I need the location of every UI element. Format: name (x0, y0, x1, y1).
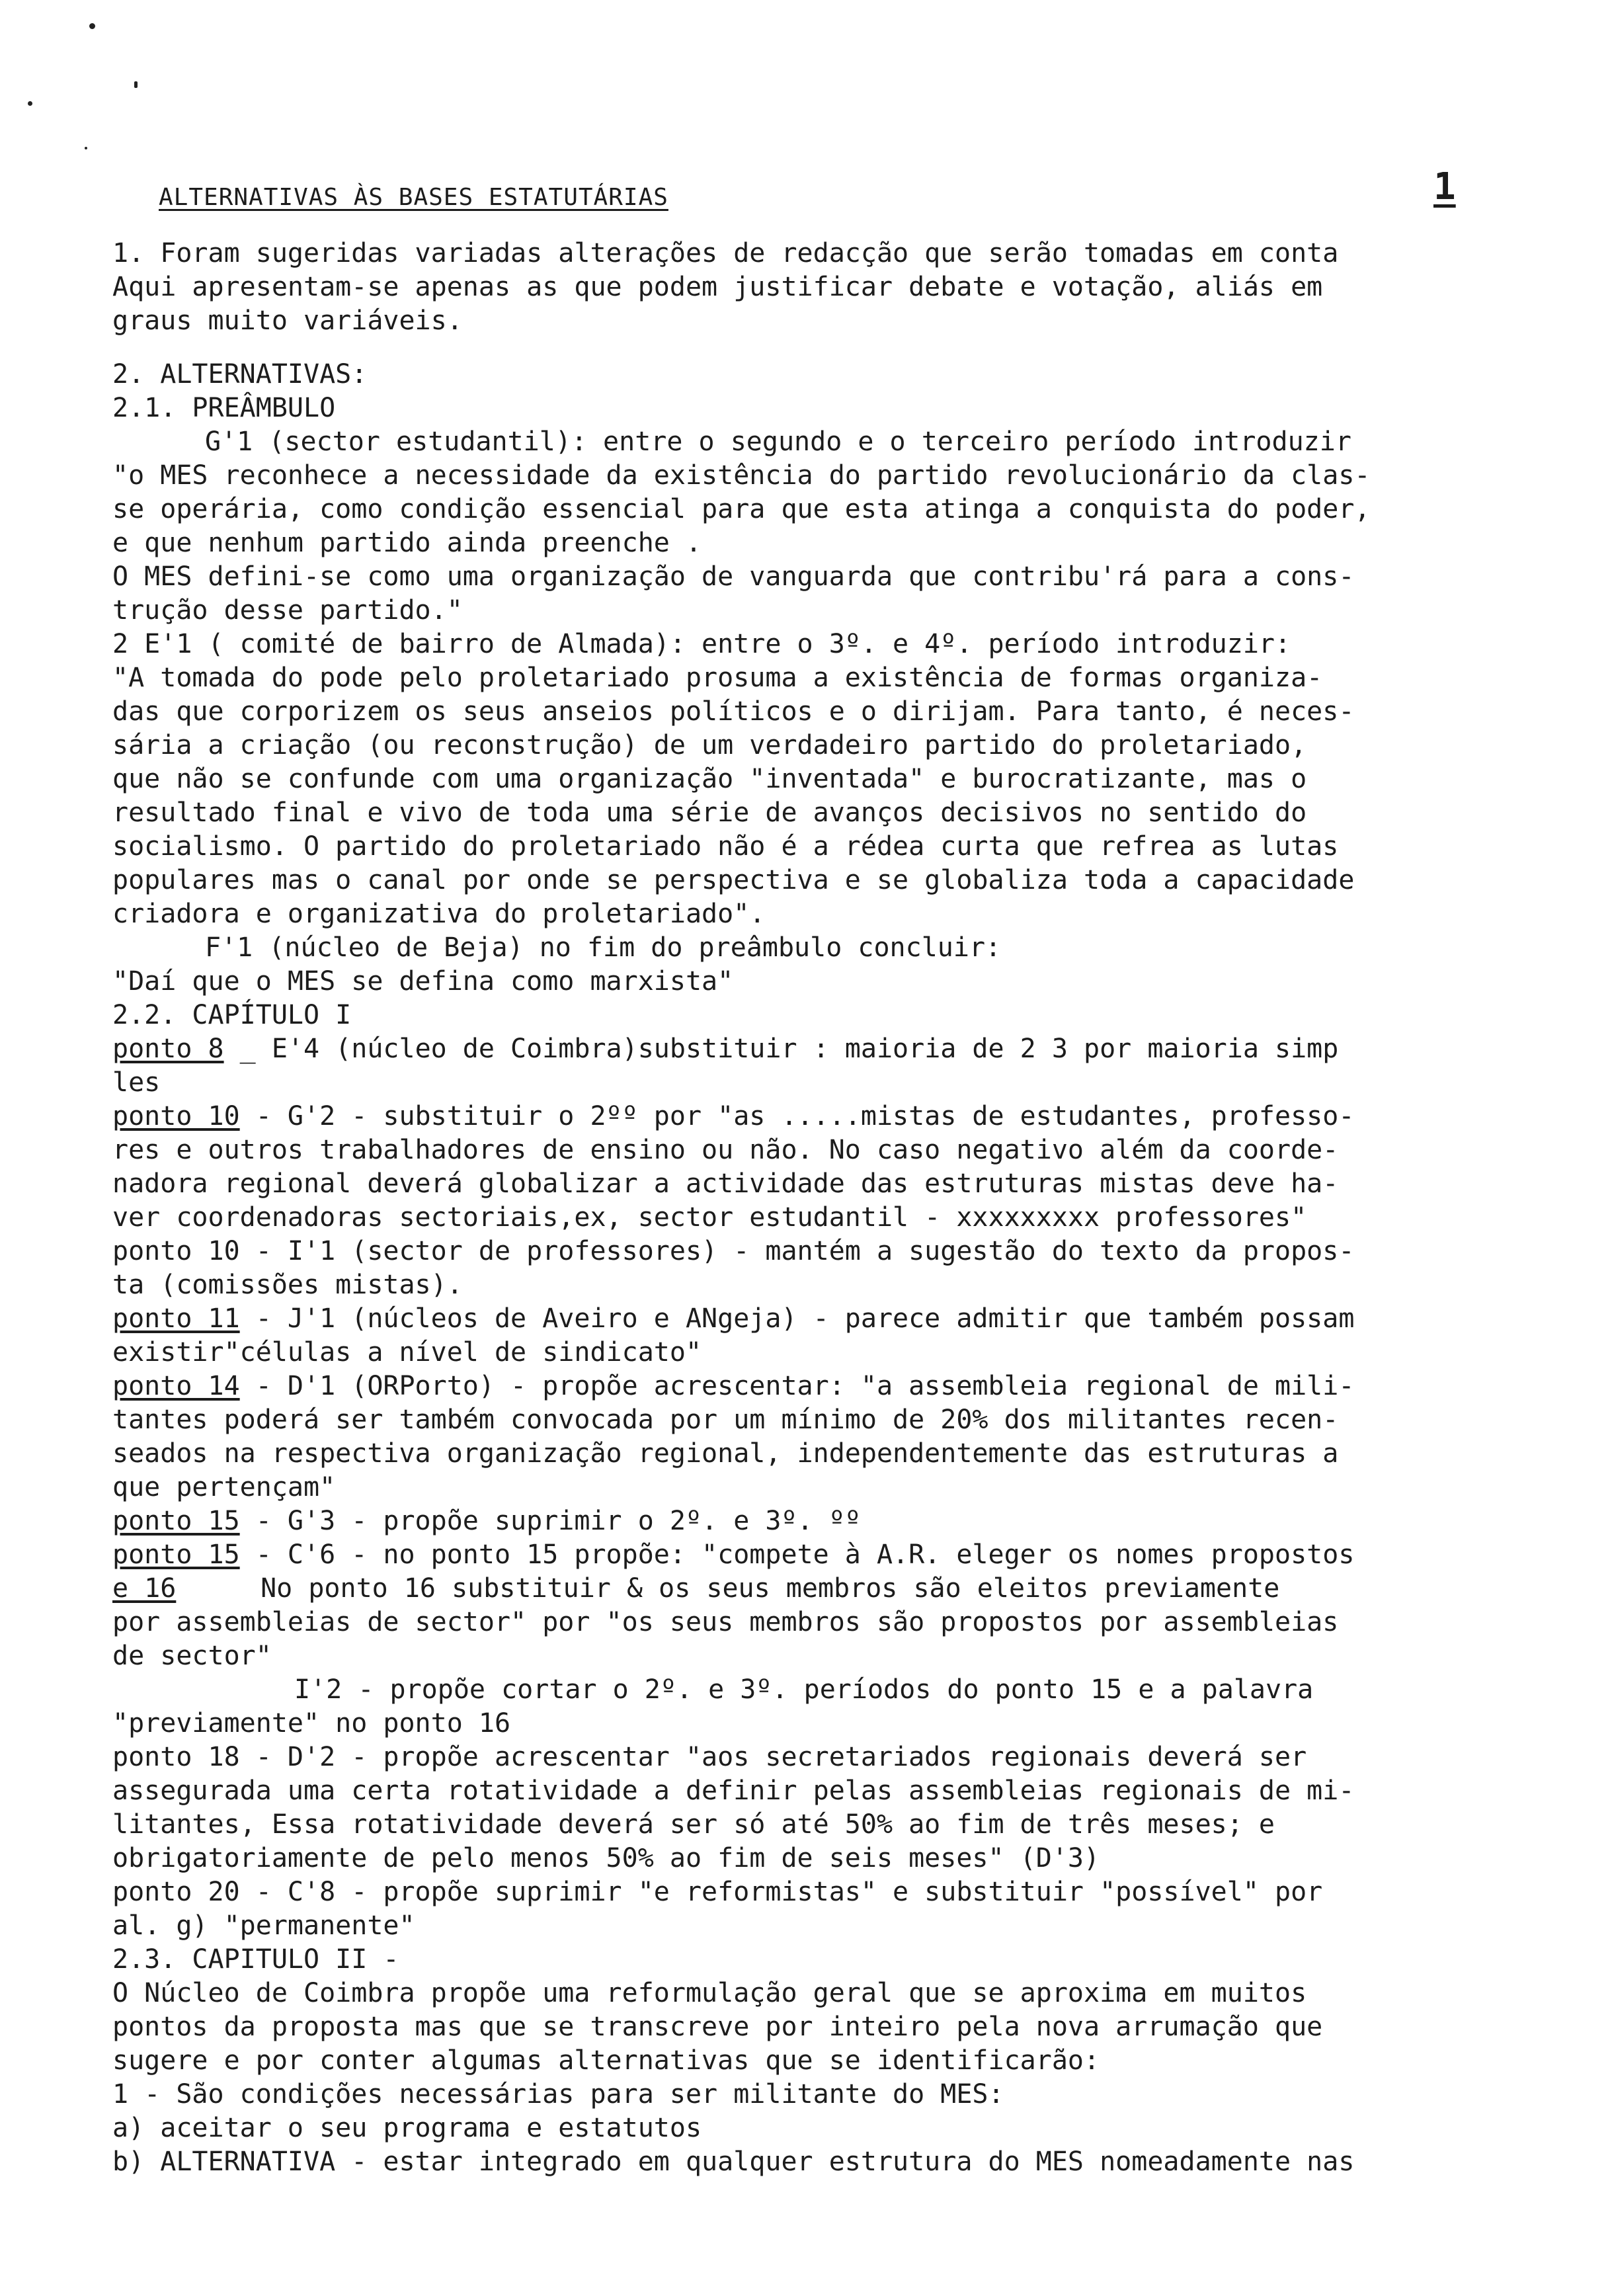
text-line: criadora e organizativa do proletariado". (112, 899, 766, 929)
text-line: G'1 (sector estudantil): entre o segundo e o terceiro período introduzir (205, 427, 1351, 457)
text-line: "previamente" no ponto 16 (112, 1708, 511, 1739)
text-line: por assembleias de sector" por "os seus membros são propostos por assembleias (112, 1607, 1339, 1637)
text-line: "A tomada do pode pelo proletariado prosuma a existência de formas organiza- (112, 663, 1323, 693)
section-heading: 2.3. CAPITULO II - (112, 1944, 399, 1975)
text-line: 1. Foram sugeridas variadas alterações de redacção que serão tomadas em conta (112, 238, 1339, 268)
point-ref: ponto 11 (112, 1303, 240, 1334)
text-line: de sector" (112, 1641, 272, 1671)
text-line: e que nenhum partido ainda preenche . (112, 528, 702, 558)
ink-speck (85, 147, 87, 149)
text-line: 1 - São condições necessárias para ser militante do MES: (112, 2079, 1004, 2110)
text-line: seados na respectiva organização regional, independentemente das estruturas a (112, 1438, 1339, 1469)
section-heading: 2.1. PREÂMBULO (112, 393, 336, 423)
text-line (112, 1572, 1508, 1606)
text-line (112, 1504, 1508, 1538)
text-line: res e outros trabalhadores de ensino ou não. No caso negativo além da coorde- (112, 1135, 1339, 1165)
text-line: F'1 (núcleo de Beja) no fim do preâmbulo concluir: (205, 932, 1002, 963)
point-ref: ponto 8 (112, 1034, 224, 1064)
text-line: O MES defini-se como uma organização de vanguarda que contribu'rá para a cons- (112, 561, 1355, 592)
text-line: ver coordenadoras sectoriais,ex, sector estudantil - xxxxxxxxx professores" (112, 1202, 1307, 1233)
text-line (112, 1032, 1508, 1066)
text-line (112, 1538, 1508, 1572)
text-line: O Núcleo de Coimbra propõe uma reformulação geral que se aproxima em muitos (112, 1978, 1307, 2008)
text-line: das que corporizem os seus anseios políticos e o dirijam. Para tanto, é neces- (112, 696, 1355, 727)
text-line: assegurada uma certa rotatividade a definir pelas assembleias regionais de mi- (112, 1776, 1355, 1806)
text-line: litantes, Essa rotatividade deverá ser só até 50% ao fim de três meses; e (112, 1809, 1275, 1840)
point-ref: ponto 14 (112, 1371, 240, 1401)
text-line: populares mas o canal por onde se perspectiva e se globaliza toda a capacidade (112, 865, 1355, 895)
text-line: ponto 20 - C'8 - propõe suprimir "e reformistas" e substituir "possível" por (112, 1877, 1323, 1907)
text-line: les (112, 1067, 161, 1098)
text-line: que pertençam" (112, 1472, 336, 1502)
text-line: b) ALTERNATIVA - estar integrado em qualquer estrutura do MES nomeadamente nas (112, 2147, 1355, 2177)
point-ref: ponto 10 (112, 1101, 240, 1131)
text-line (112, 1100, 1508, 1133)
text-line: obrigatoriamente de pelo menos 50% ao fim de seis meses" (D'3) (112, 1843, 1100, 1873)
point-ref: e 16 (112, 1573, 177, 1604)
text-line: sugere e por conter algumas alternativas que se identificarão: (112, 2045, 1100, 2076)
line-content: _ E'4 (núcleo de Coimbra)substituir : maioria de 2 3 por maioria simp (223, 1034, 1339, 1064)
text-line: a) aceitar o seu programa e estatutos (112, 2113, 702, 2143)
text-line: se operária, como condição essencial para que esta atinga a conquista do poder, (112, 494, 1371, 524)
text-line: ponto 10 - I'1 (sector de professores) - mantém a sugestão do texto da propos- (112, 1236, 1355, 1266)
text-line: Aqui apresentam-se apenas as que podem justificar debate e votação, aliás em (112, 272, 1323, 302)
text-line: graus muito variáveis. (112, 306, 463, 336)
text-line: "o MES reconhece a necessidade da existência do partido revolucionário da clas- (112, 460, 1371, 491)
text-line: I'2 - propõe cortar o 2º. e 3º. períodos do ponto 15 e a palavra (294, 1674, 1314, 1705)
text-line: nadora regional deverá globalizar a actividade das estruturas mistas deve ha- (112, 1168, 1339, 1199)
document-title: ALTERNATIVAS ÀS BASES ESTATUTÁRIAS (159, 184, 668, 211)
line-content: - G'3 - propõe suprimir o 2º. e 3º. ºº (239, 1506, 861, 1536)
text-line: trução desse partido." (112, 595, 463, 626)
line-content: - G'2 - substituir o 2ºº por "as .....mistas de estudantes, professo- (239, 1101, 1355, 1131)
text-line: tantes poderá ser também convocada por um mínimo de 20% dos militantes recen- (112, 1405, 1339, 1435)
line-content: No ponto 16 substituir & os seus membros são eleitos previamente (245, 1573, 1280, 1604)
text-line (112, 1370, 1508, 1403)
document-body (112, 237, 1508, 2179)
line-content: - C'6 - no ponto 15 propõe: "compete à A.R. eleger os nomes propostos (239, 1539, 1355, 1570)
text-line: socialismo. O partido do proletariado não é a rédea curta que refrea as lutas (112, 831, 1339, 862)
point-ref: ponto 15 (112, 1506, 240, 1536)
text-line: 2 E'1 ( comité de bairro de Almada): entre o 3º. e 4º. período introduzir: (112, 629, 1291, 659)
text-line: sária a criação (ou reconstrução) de um verdadeiro partido do proletariado, (112, 730, 1307, 760)
section-heading: 2.2. CAPÍTULO I (112, 1000, 352, 1030)
text-line: al. g) "permanente" (112, 1910, 415, 1941)
text-line: resultado final e vivo de toda uma série de avanços decisivos no sentido do (112, 798, 1307, 828)
text-line: ponto 18 - D'2 - propõe acrescentar "aos secretariados regionais deverá ser (112, 1742, 1307, 1772)
text-line: ta (comissões mistas). (112, 1270, 463, 1300)
text-line: pontos da proposta mas que se transcreve por inteiro pela nova arrumação que (112, 2012, 1323, 2042)
text-line: que não se confunde com uma organização "inventada" e burocratizante, mas o (112, 764, 1307, 794)
text-line: "Daí que o MES se defina como marxista" (112, 966, 734, 997)
section-heading: 2. ALTERNATIVAS: (112, 359, 368, 390)
text-line (112, 1302, 1508, 1336)
ink-speck (134, 81, 138, 88)
point-ref: ponto 15 (112, 1539, 240, 1570)
ink-speck (28, 101, 32, 106)
page-number: 1 (1433, 165, 1456, 208)
ink-speck (89, 23, 95, 29)
line-content: - D'1 (ORPorto) - propõe acrescentar: "a assembleia regional de mili- (239, 1371, 1355, 1401)
line-content: - J'1 (núcleos de Aveiro e ANgeja) - parece admitir que também possam (239, 1303, 1355, 1334)
text-line: existir"células a nível de sindicato" (112, 1337, 702, 1368)
